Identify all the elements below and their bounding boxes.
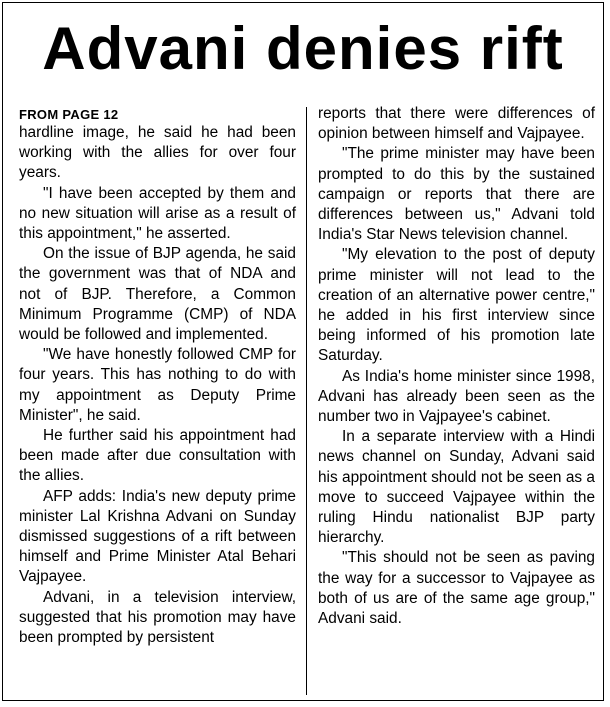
paragraph: "The prime minister may have been prompted to do this by the sustained campaign or reports that there are differences between us," Advani told India's Star News television channel.: [318, 145, 595, 244]
column-divider: [306, 107, 307, 695]
news-clipping: [2, 2, 604, 701]
article-column-left: [19, 107, 296, 648]
paragraph: reports that there were differences of opinion between himself and Vajpayee.: [318, 105, 595, 143]
paragraph: He further said his appointment had been made after due consultation with the allies.: [19, 427, 296, 485]
paragraph: On the issue of BJP agenda, he said the government was that of NDA and not of BJP. Therefore, a Common Minimum Programme (CMP) of NDA would be followed and implemented.: [19, 245, 296, 344]
paragraph: In a separate interview with a Hindi news channel on Sunday, Advani said his appointment should not be seen as a move to succeed Vajpayee within the ruling Hindu nationalist BJP party hierarchy.: [318, 428, 595, 547]
paragraph: As India's home minister since 1998, Advani has already been seen as the number two in Vajpayee's cabinet.: [318, 367, 595, 426]
paragraph: AFP adds: India's new deputy prime minister Lal Krishna Advani on Sunday dismissed suggestions of a rift between himself and Prime Minister Atal Behari Vajpayee.: [19, 487, 296, 586]
paragraph: "I have been accepted by them and no new situation will arise as a result of this appointment," he asserted.: [19, 184, 296, 243]
continuation-kicker: FROM PAGE 12: [19, 107, 119, 122]
headline: Advani denies rift: [42, 15, 564, 82]
paragraph: "We have honestly followed CMP for four years. This has nothing to do with my appointment as Deputy Prime Minister", he said.: [19, 346, 296, 424]
paragraph: Advani, in a television interview, suggested that his promotion may have been prompted by persistent: [19, 588, 296, 647]
paragraph: "This should not be seen as paving the way for a successor to Vajpayee as both of us are of the same age group," Advani said.: [318, 549, 595, 628]
article-column-right: [318, 104, 595, 629]
paragraph: "My elevation to the post of deputy prime minister will not lead to the creation of an alternative power centre," he added in his first interview since being informed of his promotion late Saturday.: [318, 246, 595, 365]
paragraph: hardline image, he said he had been working with the allies for over four years.: [19, 124, 296, 182]
